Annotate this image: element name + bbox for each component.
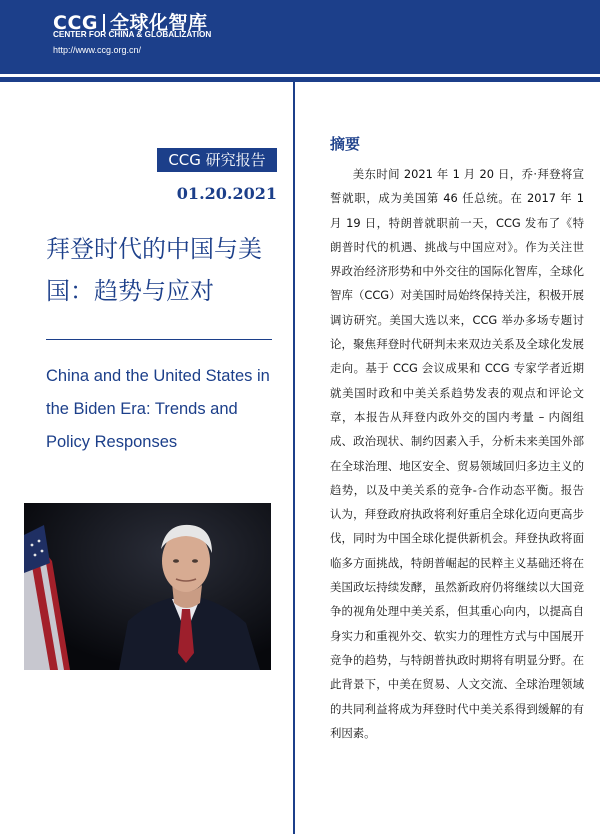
- cover-photo: [24, 503, 271, 670]
- logo-chinese-name: 全球化智库: [109, 12, 208, 34]
- header-separator: [0, 74, 600, 76]
- column-divider: [293, 82, 295, 834]
- report-date: 01.20.2021: [176, 184, 277, 203]
- logo-english-name: CENTER FOR CHINA & GLOBALIZATION: [53, 30, 212, 39]
- report-badge: CCG 研究报告: [157, 148, 277, 172]
- title-rule: [46, 339, 272, 340]
- summary-text: 美东时间 2021 年 1 月 20 日，乔·拜登将宣誓就职，成为美国第 46 任总统。在 2017 年 1 月 19 日，特朗普就职前一天，CCG 发布了《特朗普时代的机遇、挑战与中国应对》。作为关注世界政治经济形势和中外交往的国际化智库，全球化智库（CCG）对美国时局始终保持关注，积极开展调访研究。美国大选以来，CCG 举办多场专题讨论，聚焦拜登时代研判未来双边关系及全球化发展走向。基于 CCG 会议成果和 CCG 专家学者近期就美国时政和中美关系趋势发表的观点和评论文章，本报告从拜登内政外交的国内考量 – 内阁组成、政治现状、制约因素入手，分析未来美国外部在全球治理、地区安全、贸易领域回归多边主义的趋势，以及中美关系的竞争-合作动态平衡。报告认为，拜登政府执政将利好重启全球化迈向更高步伐，同时为中国全球化提供新机会。拜登执政将面临多方面挑战，特朗普崛起的民粹主义基础还将在美国政坛持续发酵，虽然新政府仍将继续以大国竞争的视角处理中美关系，但其重心向内，以提高自身实力和重视外交、软实力的理性方式与中国展开竞争的趋势，与特朗普执政时期将有明显分野。在此背景下，中美在贸易、人文交流、全球治理领域的共同利益将成为拜登时代中美关系得到缓解的有利因素。: [330, 167, 584, 740]
- report-title-chinese: 拜登时代的中国与美国：趋势与应对: [46, 235, 262, 305]
- logo-separator: [103, 14, 105, 31]
- summary-heading: 摘要: [330, 135, 361, 153]
- report-title-english: China and the United States in the Biden Era: Trends and Policy Responses: [46, 367, 270, 451]
- logo-mark: CCG: [53, 12, 98, 34]
- header-underline: [0, 77, 600, 82]
- header-banner: [0, 0, 600, 74]
- portrait-illustration: [24, 503, 271, 670]
- website-url[interactable]: http://www.ccg.org.cn/: [53, 45, 142, 55]
